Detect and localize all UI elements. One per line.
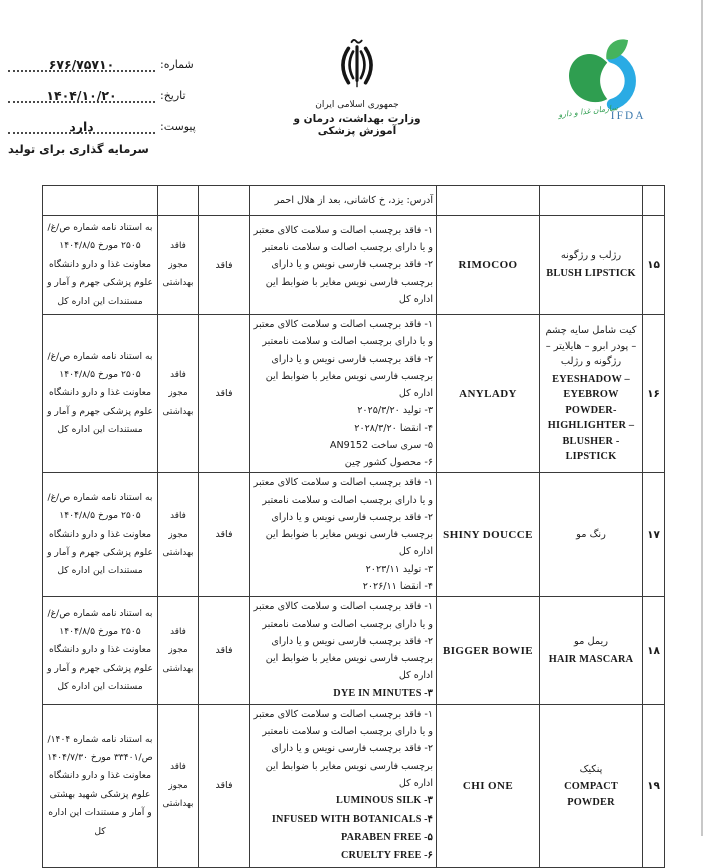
product-name-en: BLUSH LIPSTICK [546,268,636,280]
issue-item: ۶- محصول کشور چین [344,457,433,469]
issues-cell [250,216,437,315]
license-status-cell: فاقد مجوز بهداشتی [158,473,199,597]
issues-list [253,222,433,308]
issue-item: ۲- فاقد برچسب فارسی نویس و یا دارای برچسب فارسی نویس مغایر با ضوابط این اداره کل [265,743,433,789]
product-cell [540,473,643,597]
empty-cell [643,186,665,216]
ministry-name: وزارت بهداشت، درمان و آموزش پزشکی [293,113,421,137]
letter-date-row [8,79,200,103]
issue-item: ۳- تولید ۲۰۲۵/۳/۲۰ [357,405,433,417]
issue-item: ۴- INFUSED WITH BOTANICALS [271,813,433,825]
issues-cell [250,704,437,867]
table-row [43,473,665,597]
ifda-acronym: IFDA [610,110,646,122]
table-row [43,315,665,473]
issue-item: ۵- سری ساخت AN9152 [329,439,433,451]
letter-number-value: ۶۷۶/۷۵۷۱۰ [48,57,115,72]
reference-cell: به استناد نامه شماره ص/غ/۲۵۰۵ مورخ ۱۴۰۴/۸/۵ معاونت غذا و دارو دانشگاه علوم پزشکی جهرم و آمار و مستندات این اداره کل [43,597,158,705]
ifda-logo [555,36,663,128]
table-row [43,216,665,315]
issue-item: ۲- فاقد برچسب فارسی نویس و یا دارای برچسب فارسی نویس مغایر با ضوابط این اداره کل [265,259,433,305]
product-name-fa: رنگ مو [576,528,606,540]
issues-cell [250,597,437,705]
issue-item: ۱- فاقد برچسب اصالت و سلامت کالای معتبر و یا دارای برچسب اصالت و سلامت نامعتبر [253,477,433,506]
status-cell: فاقد [199,704,250,867]
issue-item: ۱- فاقد برچسب اصالت و سلامت کالای معتبر و یا دارای برچسب اصالت و سلامت نامعتبر [253,708,433,738]
ministry-header [277,34,437,137]
reference-cell: به استناد نامه شماره ۱۴۰۴/ص/۳۳۴۰۱ مورخ ۱۴۰۴/۷/۳۰ معاونت غذا و دارو دانشگاه علوم پزشکی شهید بهشتی و آمار و مستندات این اداره کل [43,704,158,867]
ifda-org-name: سازمان غذا و دارو [557,103,619,120]
issue-item: ۴- انقضا ۲۰۲۸/۳/۲۰ [354,422,433,434]
empty-cell [437,186,540,216]
table-row [43,704,665,867]
license-status-cell: فاقد مجوز بهداشتی [158,597,199,705]
product-cell [540,315,643,473]
row-number: ۱۹ [643,704,665,867]
address-cell [250,186,437,216]
products-table [42,185,665,868]
letter-date-label: تاریخ: [160,89,186,102]
issue-item: ۱- فاقد برچسب اصالت و سلامت کالای معتبر و یا دارای برچسب اصالت و سلامت نامعتبر [253,224,433,254]
letter-date-leader [8,81,155,103]
letter-number-leader [8,50,155,72]
issue-item: ۲- فاقد برچسب فارسی نویس و یا دارای برچسب فارسی نویس مغایر با ضوابط این اداره کل [265,511,433,558]
issue-item: ۱- فاقد برچسب اصالت و سلامت کالای معتبر و یا دارای برچسب اصالت و سلامت نامعتبر [253,601,433,630]
letter-attachment-value: دارد [69,119,94,134]
reference-cell: به استناد نامه شماره ص/غ/۲۵۰۵ مورخ ۱۴۰۴/۸/۵ معاونت غذا و دارو دانشگاه علوم پزشکی جهرم و آمار و مستندات این اداره کل [43,315,158,473]
product-cell [540,216,643,315]
letter-date-value: ۱۴۰۴/۱۰/۲۰ [46,88,117,103]
product-name-en: HAIR MASCARA [548,653,634,665]
empty-cell [199,186,250,216]
issue-item: ۶- CRUELTY FREE [340,850,433,862]
issue-item: ۲- فاقد برچسب فارسی نویس و یا دارای برچسب فارسی نویس مغایر با ضوابط این اداره کل [265,635,433,682]
status-cell: فاقد [199,216,250,315]
product-cell [540,704,643,867]
license-status-cell: فاقد مجوز بهداشتی [158,315,199,473]
issues-list [253,316,433,471]
status-cell: فاقد [199,473,250,597]
product-name-en: EYESHADOW – EYEBROW POWDER- HIGHLIGHTER – BLUSHER - LIPSTICK [547,373,635,463]
letter-attachment-label: پیوست: [160,120,196,133]
iran-emblem-icon [332,34,382,94]
issue-item: ۳- DYE IN MINUTES [333,687,433,699]
issue-item: ۳- LUMINOUS SILK [336,795,433,807]
issue-item: ۲- فاقد برچسب فارسی نویس و یا دارای برچسب فارسی نویس مغایر با ضوابط این اداره کل [265,353,433,400]
product-name-en: COMPACT POWDER [564,781,618,808]
reference-cell: به استناد نامه شماره ص/غ/۲۵۰۵ مورخ ۱۴۰۴/۸/۵ معاونت غذا و دارو دانشگاه علوم پزشکی جهرم و آمار و مستندات این اداره کل [43,473,158,597]
issues-cell [250,473,437,597]
issues-cell [250,315,437,473]
table-row [43,597,665,705]
row-number: ۱۵ [643,216,665,315]
issue-item: ۵- PARABEN FREE [340,831,433,843]
empty-cell [158,186,199,216]
ifda-apple-shape [569,54,607,102]
letter-attachment-leader [8,112,155,134]
row-number: ۱۷ [643,473,665,597]
ifda-logo-icon [557,36,661,124]
empty-cell [43,186,158,216]
brand-cell: BIGGER BOWIE [437,597,540,705]
issues-list [253,474,433,595]
row-number: ۱۸ [643,597,665,705]
license-status-cell: فاقد مجوز بهداشتی [158,704,199,867]
row-number: ۱۶ [643,315,665,473]
issue-item: ۳- تولید ۲۰۲۳/۱۱ [365,563,433,575]
issues-list [253,598,433,703]
license-status-cell: فاقد مجوز بهداشتی [158,216,199,315]
product-cell [540,597,643,705]
product-name-fa: رژلب و رژگونه [560,250,622,262]
brand-cell: SHINY DOUCCE [437,473,540,597]
letter-subject: سرمایه گذاری برای تولید [8,142,149,156]
product-name-fa: پنکیک [579,763,603,775]
product-name-fa: کیت شامل سایه چشم – پودر ابرو – هایلایتر – رژگونه و رژلب [545,324,637,368]
brand-cell: RIMOCOO [437,216,540,315]
reference-cell: به استناد نامه شماره ص/غ/۲۵۰۵ مورخ ۱۴۰۴/۸/۵ معاونت غذا و دارو دانشگاه علوم پزشکی جهرم و آمار و مستندات این اداره کل [43,216,158,315]
letter-number-row [8,48,200,72]
government-name: جمهوری اسلامی ایران [315,100,399,110]
empty-cell [540,186,643,216]
address-row [43,186,665,216]
letter-meta-block [8,48,200,156]
ifda-blue-d-shape [612,57,630,104]
status-cell: فاقد [199,315,250,473]
status-cell: فاقد [199,597,250,705]
ifda-leaf-shape [606,39,628,59]
issue-item: ۱- فاقد برچسب اصالت و سلامت کالای معتبر و یا دارای برچسب اصالت و سلامت نامعتبر [253,319,433,348]
issue-item: ۴- انقضا ۲۰۲۶/۱۱ [362,580,433,592]
product-name-fa: ریمل مو [574,636,608,648]
scan-edge-artifact [701,0,703,836]
brand-cell: ANYLADY [437,315,540,473]
letter-attachment-row [8,110,200,134]
brand-cell: CHI ONE [437,704,540,867]
issues-list [253,706,433,866]
letter-number-label: شماره: [160,58,194,71]
address-text: آدرس: یزد، خ کاشانی، بعد از هلال احمر [274,195,433,206]
